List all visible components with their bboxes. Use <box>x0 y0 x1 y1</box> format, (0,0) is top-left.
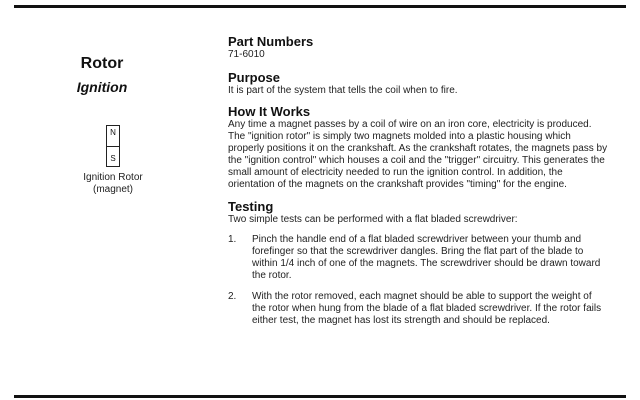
section-how-it-works <box>228 104 608 191</box>
magnet-south-label: S <box>110 154 116 163</box>
section-purpose <box>228 70 608 97</box>
how-it-works-text: Any time a magnet passes by a coil of wire on an iron core, electricity is produced. The "ignition rotor" is simply two magnets molded into a plastic housing which properly positions it on the crankshaft. As the crankshaft rotates, the magnets pass by the "ignition control" which houses a coil and the "trigger" circuitry. This generates the small amount of electricity needed to run the ignition control. In addition, the orientation of the magnets on the crankshaft provides "timing" for the engine. <box>228 119 608 190</box>
section-part-numbers <box>228 34 608 61</box>
purpose-text: It is part of the system that tells the coil when to fire. <box>228 85 458 96</box>
step-text: Pinch the handle end of a flat bladed screwdriver between your thumb and forefinger so that the screwdriver dangles. Bring the flat part of the blade to within 1/4 inch of one of the magnets. The screwdriver should be drawn toward the rotor. <box>252 234 601 281</box>
testing-steps <box>228 234 608 327</box>
how-it-works-heading: How It Works <box>228 104 311 119</box>
magnet-north-label: N <box>110 128 116 137</box>
part-subtitle: Ignition <box>76 79 128 95</box>
top-rule <box>14 5 626 8</box>
step-number: 1. <box>228 234 237 245</box>
step-text: With the rotor removed, each magnet should be able to support the weight of the rotor when hung from the blade of a flat bladed screwdriver. If the rotor fails either test, the magnet has lost its strength and should be replaced. <box>252 291 602 326</box>
illustration-caption <box>70 172 156 196</box>
testing-step <box>228 234 608 282</box>
testing-step <box>228 291 608 327</box>
part-title: Rotor <box>80 55 124 72</box>
part-numbers-value: 71-6010 <box>228 49 265 60</box>
caption-line-2: (magnet) <box>92 184 133 195</box>
magnet-illustration <box>106 125 120 167</box>
step-number: 2. <box>228 291 237 302</box>
caption-line-1: Ignition Rotor <box>83 172 143 183</box>
part-header <box>60 54 144 96</box>
bottom-rule <box>14 395 626 398</box>
purpose-heading: Purpose <box>228 70 281 85</box>
section-testing <box>228 199 608 327</box>
testing-heading: Testing <box>228 199 274 214</box>
testing-intro: Two simple tests can be performed with a flat bladed screwdriver: <box>228 214 518 225</box>
part-numbers-heading: Part Numbers <box>228 34 314 49</box>
magnet-divider <box>107 146 119 147</box>
content-column <box>228 34 608 327</box>
